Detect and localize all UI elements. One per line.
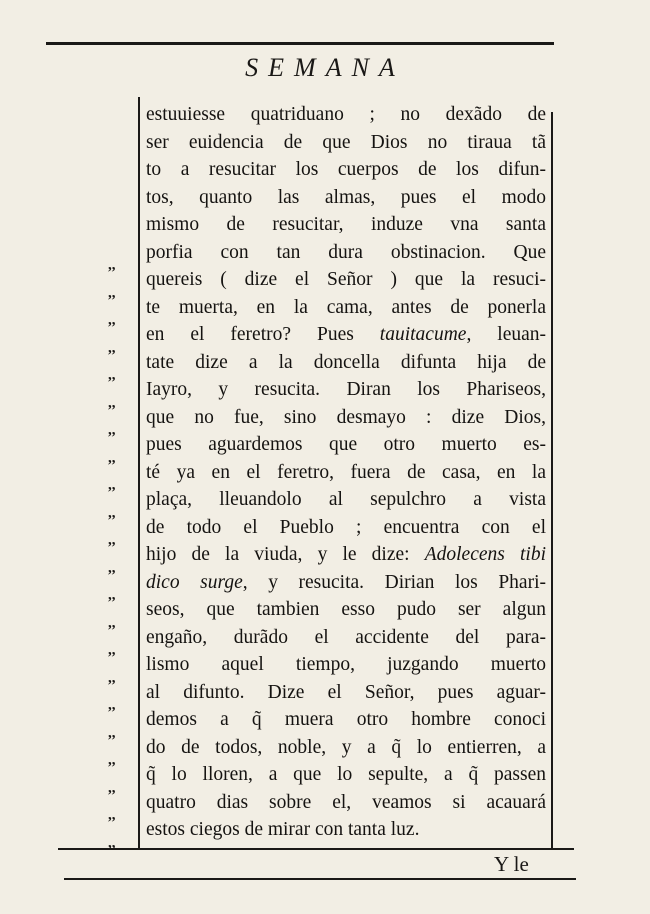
text-line: to a resucitar los cuerpos de los difun- xyxy=(146,159,546,180)
margin-mark: ,, xyxy=(108,422,116,438)
text-line: tate dize a la doncella difunta hija de xyxy=(146,351,546,373)
text-line: ser euidencia de que Dios no tiraua tã xyxy=(146,131,546,153)
bottom-rule xyxy=(58,848,574,850)
right-frame-line xyxy=(551,112,553,848)
body-text xyxy=(146,101,546,844)
margin-mark: ,, xyxy=(108,257,116,273)
margin-mark: ,, xyxy=(108,477,116,493)
text-line: porfia con tan dura obstinacion. Que xyxy=(146,241,546,263)
base-rule xyxy=(64,878,576,880)
text-segment: hijo de la viuda, y le dize: xyxy=(146,544,410,565)
margin-mark: ,, xyxy=(108,367,116,383)
text-segment: , leuan- xyxy=(466,324,546,345)
margin-mark: ,, xyxy=(108,614,116,631)
quotation-margin-marks xyxy=(108,252,130,857)
margin-mark: ,, xyxy=(108,504,116,521)
text-segment: , y resucita. Dirian los Phari- xyxy=(242,571,546,593)
text-line: quatro dias sobre el, veamos si acauará xyxy=(146,791,546,813)
catchword: Y le xyxy=(494,852,529,876)
text-line: de todo el Pueblo ; encuentra con el xyxy=(146,516,546,538)
top-rule xyxy=(46,42,554,45)
margin-mark: ,, xyxy=(108,752,116,768)
text-line: q̃ lo lloren, a que lo sepulte, a q̃ passen xyxy=(146,764,546,785)
text-line: plaça, lleuandolo al sepulchro a vista xyxy=(146,489,546,510)
margin-mark: ,, xyxy=(108,642,116,658)
margin-mark: ,, xyxy=(108,807,116,823)
text-line: estos ciegos de mirar con tanta luz. xyxy=(146,819,420,840)
text-line: do de todos, noble, y a q̃ lo entierren, a xyxy=(146,736,546,758)
margin-mark: ,, xyxy=(108,394,116,411)
latin-quote: tauitacume xyxy=(379,324,467,345)
margin-mark: ,, xyxy=(108,587,116,603)
text-line: pues aguardemos que otro muerto es- xyxy=(146,434,546,455)
margin-mark: ,, xyxy=(108,779,116,796)
text-line: engaño, durãdo el accidente del para- xyxy=(146,626,546,648)
left-frame-line xyxy=(138,97,140,849)
text-segment: en el feretro? Pues xyxy=(146,324,354,345)
latin-quote: Adolecens tibi xyxy=(424,544,546,565)
text-line: al difunto. Dize el Señor, pues aguar- xyxy=(146,681,546,703)
text-line xyxy=(146,321,546,349)
margin-mark: ,, xyxy=(108,284,116,301)
margin-mark: ,, xyxy=(108,559,116,576)
text-line: mismo de resucitar, induze vna santa xyxy=(146,214,546,235)
text-line: demos a q̃ muera otro hombre conoci xyxy=(146,709,546,730)
text-line: quereis ( dize el Señor ) que la resuci- xyxy=(146,269,546,290)
text-line: seos, que tambien esso pudo ser algun xyxy=(146,599,546,620)
text-line: estuuiesse quatriduano ; no dexãdo de xyxy=(146,104,546,125)
margin-mark: ,, xyxy=(108,724,116,741)
text-line: que no fue, sino desmayo : dize Dios, xyxy=(146,406,546,428)
running-head: SEMANA xyxy=(245,53,405,82)
text-line: lismo aquel tiempo, juzgando muerto xyxy=(146,654,546,675)
text-line: Iayro, y resucita. Diran los Phariseos, xyxy=(146,379,546,400)
margin-mark: ,, xyxy=(108,449,116,466)
text-line xyxy=(146,569,546,597)
margin-mark: ,, xyxy=(108,669,116,686)
text-line: té ya en el feretro, fuera de casa, en la xyxy=(146,461,546,483)
latin-quote: dico surge xyxy=(146,571,243,593)
text-line xyxy=(146,541,546,569)
margin-mark: ,, xyxy=(108,697,116,713)
margin-mark: ,, xyxy=(108,532,116,548)
text-line: tos, quanto las almas, pues el modo xyxy=(146,186,546,208)
text-line: te muerta, en la cama, antes de ponerla xyxy=(146,296,546,318)
margin-mark: ,, xyxy=(108,834,116,851)
margin-mark: ,, xyxy=(108,312,116,328)
margin-mark: ,, xyxy=(108,339,116,356)
